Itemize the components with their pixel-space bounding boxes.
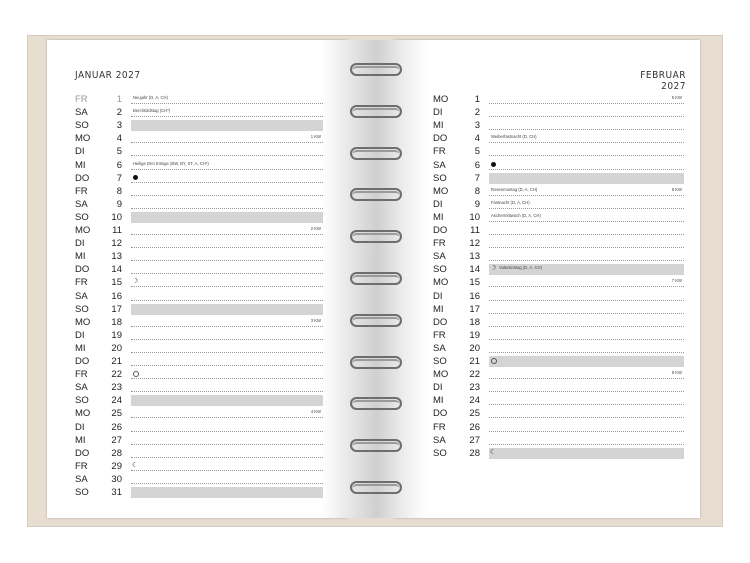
day-number: 21 — [111, 356, 122, 367]
day-row[interactable] — [433, 329, 684, 342]
weekday-label: SO — [75, 211, 89, 223]
day-row[interactable] — [433, 276, 684, 289]
entry-line — [489, 221, 684, 222]
day-row[interactable] — [433, 263, 684, 276]
weekday-label: SA — [75, 107, 88, 119]
weekday-label: FR — [433, 329, 446, 341]
entry-line — [489, 260, 684, 261]
calendar-week-label: 3 KW — [310, 317, 321, 323]
weekday-label: MI — [75, 342, 86, 354]
holiday-note: Heilige Drei Könige (BW, BY, ST, A, CH*) — [133, 160, 209, 166]
day-row[interactable] — [433, 368, 684, 381]
day-number: 18 — [111, 316, 122, 328]
weekday-label: MI — [75, 434, 86, 446]
entry-line — [131, 208, 323, 209]
weekday-label: DO — [433, 316, 448, 328]
entry-line — [489, 404, 684, 405]
entry-line — [131, 103, 323, 104]
weekday-label: DO — [433, 133, 448, 145]
binding-ring — [350, 481, 404, 497]
day-number: 24 — [469, 395, 480, 407]
day-row[interactable] — [75, 316, 323, 329]
day-number: 1 — [474, 94, 480, 105]
weekday-label: SO — [75, 120, 89, 132]
calendar-week-label: 7 KW — [671, 278, 682, 284]
day-row[interactable] — [433, 119, 684, 132]
entry-line — [489, 116, 684, 117]
day-number: 28 — [111, 447, 122, 459]
day-row[interactable] — [433, 172, 684, 185]
day-row[interactable] — [75, 394, 323, 407]
binding-ring — [350, 230, 404, 246]
day-row[interactable] — [75, 290, 323, 303]
entry-line — [489, 391, 684, 392]
entry-line — [489, 103, 684, 104]
day-row[interactable] — [433, 434, 684, 447]
day-row[interactable] — [75, 211, 323, 224]
calendar-week-label: 5 KW — [671, 95, 682, 100]
weekday-label: DI — [75, 421, 85, 433]
day-number: 23 — [111, 382, 122, 394]
day-number: 11 — [112, 225, 122, 236]
binding-ring — [350, 63, 404, 79]
entry-line — [489, 155, 684, 156]
day-row[interactable] — [433, 132, 684, 145]
entry-line — [131, 234, 323, 235]
weekday-label: FR — [75, 94, 88, 105]
entry-line — [131, 352, 323, 353]
day-row[interactable] — [75, 159, 323, 172]
day-row[interactable] — [75, 185, 323, 198]
calendar-week-label: 8 KW — [671, 370, 682, 376]
last-quarter-moon-icon: ☾ — [132, 461, 139, 469]
binding-ring — [350, 356, 404, 372]
day-row[interactable] — [75, 486, 323, 499]
new-moon-icon — [132, 174, 139, 181]
day-number: 22 — [469, 369, 480, 381]
day-number: 6 — [116, 159, 122, 171]
entry-line — [131, 116, 323, 117]
weekday-label: FR — [75, 460, 88, 472]
entry-line — [131, 444, 323, 445]
day-number: 22 — [111, 369, 122, 381]
weekday-label: DO — [433, 225, 448, 236]
entry-line — [489, 417, 684, 418]
day-row[interactable] — [433, 106, 684, 119]
entry-line — [489, 142, 684, 143]
day-number: 25 — [469, 408, 480, 420]
full-moon-icon — [132, 370, 139, 377]
day-row[interactable] — [75, 276, 323, 289]
weekday-label: SA — [433, 434, 446, 446]
entry-line — [489, 339, 684, 340]
entry-line — [131, 483, 323, 484]
day-number: 8 — [474, 185, 480, 197]
holiday-note: Valentinstag (D, A, CH) — [499, 265, 542, 271]
day-row[interactable] — [75, 172, 323, 185]
weekday-label: FR — [433, 146, 446, 158]
day-number: 3 — [116, 120, 122, 132]
holiday-note: Neujahr (D, A, CH) — [133, 95, 168, 100]
month-title-january: JANUAR 2027 — [75, 70, 141, 81]
weekday-label: DO — [75, 172, 90, 184]
day-row[interactable] — [75, 355, 323, 368]
binding-ring — [350, 439, 404, 455]
entry-line — [131, 142, 323, 143]
weekday-label: SO — [433, 356, 447, 367]
weekday-label: FR — [75, 277, 88, 289]
day-row[interactable] — [433, 355, 684, 368]
calendar-week-label: 1 KW — [310, 134, 321, 140]
weekday-label: MO — [75, 316, 91, 328]
day-number: 8 — [116, 185, 122, 197]
day-number: 15 — [469, 277, 480, 289]
day-row[interactable] — [75, 329, 323, 342]
day-number: 1 — [116, 94, 122, 105]
entry-line — [131, 457, 323, 458]
day-row[interactable] — [75, 198, 323, 211]
weekday-label: DI — [75, 329, 85, 341]
weekday-label: SA — [75, 473, 88, 485]
weekday-label: SA — [75, 290, 88, 302]
sunday-shade — [131, 487, 323, 498]
day-number: 10 — [469, 211, 480, 223]
day-row[interactable] — [75, 303, 323, 316]
entry-line — [131, 169, 323, 170]
entry-line — [489, 169, 684, 170]
weekday-label: SO — [75, 395, 89, 407]
entry-line — [489, 444, 684, 445]
day-number: 18 — [469, 316, 480, 328]
day-number: 19 — [469, 329, 480, 341]
entry-line — [489, 195, 684, 196]
sunday-shade — [131, 120, 323, 131]
day-number: 16 — [469, 290, 480, 302]
day-number: 26 — [111, 421, 122, 433]
weekday-label: SA — [433, 342, 446, 354]
weekday-label: DI — [75, 146, 85, 158]
entry-line — [489, 234, 684, 235]
entry-line — [489, 326, 684, 327]
weekday-label: MO — [433, 94, 449, 105]
day-number: 14 — [469, 264, 480, 276]
day-number: 3 — [474, 120, 480, 132]
weekday-label: MO — [75, 408, 91, 420]
day-row[interactable] — [433, 250, 684, 263]
entry-line — [131, 195, 323, 196]
calendar-week-label: 6 KW — [671, 186, 682, 192]
day-number: 28 — [469, 447, 480, 459]
weekday-label: SA — [75, 198, 88, 210]
day-number: 17 — [111, 303, 122, 315]
day-number: 14 — [111, 264, 122, 276]
day-number: 7 — [116, 172, 122, 184]
entry-line — [489, 352, 684, 353]
day-row[interactable] — [433, 394, 684, 407]
weekday-label: DI — [433, 290, 443, 302]
day-number: 15 — [111, 277, 122, 289]
day-number: 4 — [474, 133, 480, 145]
weekday-label: DO — [75, 356, 90, 367]
day-row[interactable] — [433, 447, 684, 460]
entry-line — [489, 129, 684, 130]
weekday-label: DO — [75, 447, 90, 459]
weekday-label: FR — [433, 238, 446, 250]
day-number: 17 — [469, 303, 480, 315]
day-number: 20 — [469, 342, 480, 354]
weekday-label: SA — [433, 159, 446, 171]
weekday-label: SO — [433, 447, 447, 459]
entry-line — [489, 247, 684, 248]
day-row[interactable] — [433, 290, 684, 303]
day-number: 13 — [111, 251, 122, 263]
weekday-label: FR — [75, 185, 88, 197]
weekday-label: MO — [433, 185, 449, 197]
day-row[interactable] — [75, 237, 323, 250]
day-number: 5 — [116, 146, 122, 158]
day-row[interactable] — [75, 145, 323, 158]
entry-line — [131, 378, 323, 379]
day-row[interactable] — [433, 407, 684, 420]
weekday-label: FR — [433, 421, 446, 433]
weekday-label: MI — [433, 303, 444, 315]
day-row[interactable] — [433, 198, 684, 211]
day-row[interactable] — [75, 460, 323, 473]
day-number: 11 — [470, 225, 480, 236]
entry-line — [131, 326, 323, 327]
weekday-label: SA — [433, 251, 446, 263]
holiday-note: Aschermittwoch (D, A, CH) — [491, 212, 541, 218]
weekday-label: DI — [433, 198, 443, 210]
day-row[interactable] — [75, 381, 323, 394]
day-number: 29 — [111, 460, 122, 472]
day-number: 16 — [111, 290, 122, 302]
day-row[interactable] — [75, 342, 323, 355]
weekday-label: MI — [433, 395, 444, 407]
sunday-shade — [131, 304, 323, 315]
day-number: 9 — [474, 198, 480, 210]
binding-ring — [350, 147, 404, 163]
weekday-label: SO — [433, 172, 447, 184]
new-moon-icon — [490, 161, 497, 168]
day-row[interactable] — [75, 250, 323, 263]
binding-ring — [350, 397, 404, 413]
day-row[interactable] — [433, 185, 684, 198]
day-number: 12 — [469, 238, 480, 250]
day-row[interactable] — [433, 145, 684, 158]
day-row[interactable] — [433, 237, 684, 250]
entry-line — [131, 155, 323, 156]
entry-line — [489, 208, 684, 209]
first-quarter-moon-icon: ☽ — [132, 278, 139, 286]
entry-line — [131, 300, 323, 301]
entry-line — [489, 378, 684, 379]
binding-ring — [350, 105, 404, 121]
day-number: 9 — [116, 198, 122, 210]
weekday-label: DO — [433, 408, 448, 420]
weekday-label: MO — [433, 369, 449, 381]
day-number: 27 — [111, 434, 122, 446]
entry-line — [489, 431, 684, 432]
day-number: 12 — [111, 238, 122, 250]
day-number: 20 — [111, 342, 122, 354]
day-row[interactable] — [433, 342, 684, 355]
full-moon-icon — [490, 357, 497, 364]
entry-line — [131, 260, 323, 261]
entry-line — [489, 300, 684, 301]
day-row[interactable] — [433, 224, 684, 237]
day-row[interactable] — [433, 381, 684, 394]
weekday-label: MO — [75, 133, 91, 145]
day-row[interactable] — [75, 473, 323, 486]
entry-line — [489, 313, 684, 314]
weekday-label: DI — [433, 107, 443, 119]
day-row[interactable] — [75, 447, 323, 460]
day-row[interactable] — [433, 303, 684, 316]
day-number: 13 — [469, 251, 480, 263]
entry-line — [131, 273, 323, 274]
day-row[interactable] — [75, 434, 323, 447]
last-quarter-moon-icon: ☾ — [490, 448, 497, 456]
weekday-label: MI — [433, 211, 444, 223]
weekday-label: MO — [433, 277, 449, 289]
binding-ring — [350, 188, 404, 204]
binding-ring — [350, 272, 404, 288]
day-row[interactable] — [75, 368, 323, 381]
day-row[interactable] — [433, 211, 684, 224]
day-row[interactable] — [75, 106, 323, 119]
day-number: 6 — [474, 159, 480, 171]
day-number: 5 — [474, 146, 480, 158]
day-row[interactable] — [75, 224, 323, 237]
weekday-label: MO — [75, 225, 91, 236]
weekday-label: SO — [433, 264, 447, 276]
day-row[interactable] — [75, 421, 323, 434]
day-number: 26 — [469, 421, 480, 433]
entry-line — [131, 339, 323, 340]
weekday-label: DO — [75, 264, 90, 276]
day-number: 19 — [111, 329, 122, 341]
weekday-label: MI — [75, 159, 86, 171]
weekday-label: SO — [75, 303, 89, 315]
entry-line — [131, 470, 323, 471]
day-row[interactable] — [75, 93, 323, 106]
day-number: 21 — [469, 356, 480, 367]
entry-line — [131, 182, 323, 183]
day-row[interactable] — [433, 316, 684, 329]
day-number: 31 — [111, 487, 122, 498]
holiday-note: Weiberfastnacht (D, CH) — [491, 134, 537, 140]
day-row[interactable] — [75, 119, 323, 132]
day-number: 24 — [111, 395, 122, 407]
weekday-label: FR — [75, 369, 88, 381]
calendar-week-label: 2 KW — [310, 226, 321, 231]
weekday-label: DI — [433, 382, 443, 394]
day-number: 10 — [111, 211, 122, 223]
holiday-note: Fastnacht (D, A, CH) — [491, 199, 530, 205]
sunday-shade — [489, 356, 684, 367]
entry-line — [131, 286, 323, 287]
entry-line — [489, 286, 684, 287]
day-row[interactable] — [433, 93, 684, 106]
sunday-shade — [489, 173, 684, 184]
binding-ring — [350, 314, 404, 330]
sunday-shade — [131, 395, 323, 406]
day-number: 2 — [474, 107, 480, 119]
sunday-shade — [489, 448, 684, 459]
day-number: 7 — [474, 172, 480, 184]
weekday-label: SA — [75, 382, 88, 394]
day-row[interactable] — [433, 159, 684, 172]
day-number: 23 — [469, 382, 480, 394]
entry-line — [131, 391, 323, 392]
entry-line — [131, 365, 323, 366]
holiday-note: Rosenmontag (D, A, CH) — [491, 186, 538, 192]
day-row[interactable] — [75, 132, 323, 145]
day-number: 2 — [116, 107, 122, 119]
first-quarter-moon-icon: ☽ — [490, 265, 497, 273]
entry-line — [131, 417, 323, 418]
holiday-note: Berchtoldstag (CH*) — [133, 108, 171, 114]
weekday-label: DI — [75, 238, 85, 250]
entry-line — [131, 247, 323, 248]
weekday-label: MI — [75, 251, 86, 263]
day-number: 30 — [111, 473, 122, 485]
day-row[interactable] — [75, 263, 323, 276]
day-row[interactable] — [75, 407, 323, 420]
day-number: 4 — [116, 133, 122, 145]
sunday-shade — [131, 212, 323, 223]
day-row[interactable] — [433, 421, 684, 434]
month-title-february: FEBRUAR 2027 — [640, 70, 686, 92]
weekday-label: MI — [433, 120, 444, 132]
day-number: 25 — [111, 408, 122, 420]
weekday-label: SO — [75, 487, 89, 498]
calendar-week-label: 4 KW — [310, 409, 321, 415]
entry-line — [131, 431, 323, 432]
day-number: 27 — [469, 434, 480, 446]
